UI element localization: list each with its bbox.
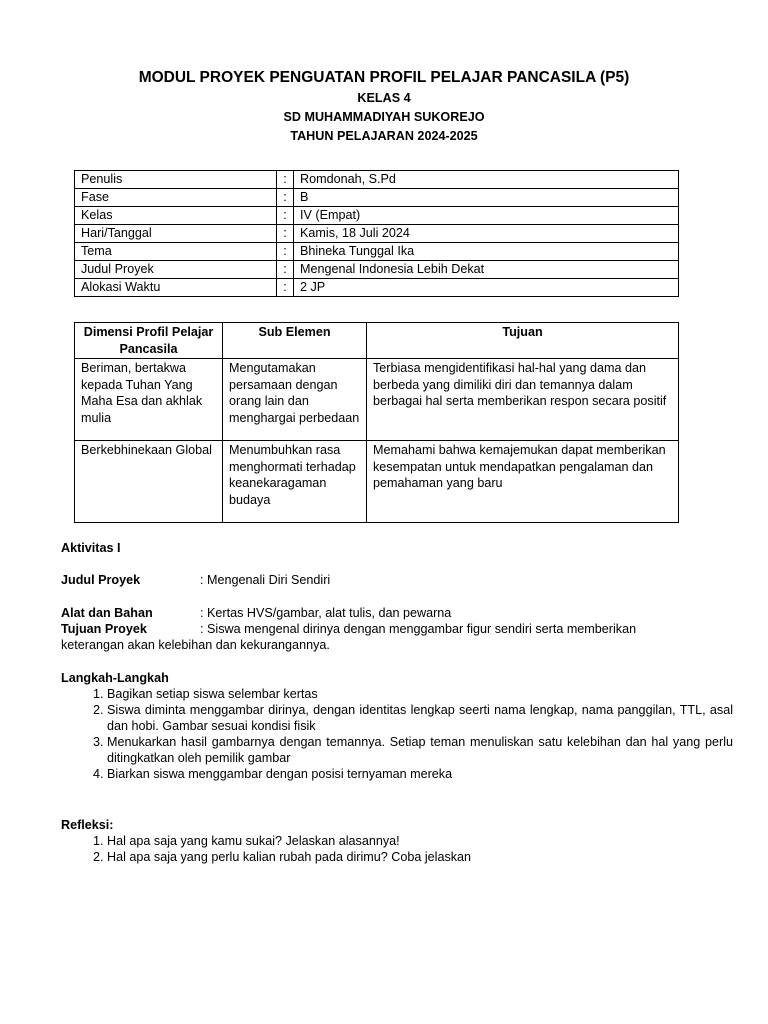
steps-heading: Langkah-Langkah	[61, 671, 169, 685]
sub-element-cell: Menumbuhkan rasa menghormati terhadap keanekaragaman budaya	[223, 441, 367, 523]
dimension-header-row	[75, 323, 679, 359]
project-goal-continuation: keterangan akan kelebihan dan kekurangannya.	[61, 638, 330, 652]
dimension-row	[75, 359, 679, 441]
identity-row-kelas	[75, 207, 679, 225]
project-goal-label: Tujuan Proyek	[61, 622, 147, 636]
identity-value: IV (Empat)	[294, 207, 679, 225]
identity-label: Alokasi Waktu	[75, 279, 277, 297]
project-title-label: Judul Proyek	[61, 573, 141, 587]
objective-cell: Memahami bahwa kemajemukan dapat memberikan kesempatan untuk mendapatkan pengalaman dan pemahaman yang baru	[367, 441, 679, 523]
school-name: SD MUHAMMADIYAH SUKOREJO	[283, 110, 485, 124]
dimension-table	[74, 322, 679, 523]
identity-value: B	[294, 189, 679, 207]
reflection-item: 1. Hal apa saja yang kamu sukai? Jelaskan alasannya!	[107, 833, 733, 849]
steps-list-container	[61, 686, 733, 782]
dimension-cell: Berkebhinekaan Global	[75, 441, 223, 523]
identity-colon: :	[277, 225, 294, 243]
identity-value: Bhineka Tunggal Ika	[294, 243, 679, 261]
header-tujuan: Tujuan	[367, 323, 679, 359]
step-item: 3. Menukarkan hasil gambarnya dengan temannya. Setiap teman menuliskan satu kelebihan dan hal yang perlu ditingkatkan oleh pemilik gambar	[107, 734, 733, 766]
header-dimensi: Dimensi Profil Pelajar Pancasila	[75, 323, 223, 359]
identity-colon: :	[277, 279, 294, 297]
materials-label: Alat dan Bahan	[61, 606, 153, 620]
header-sub-elemen: Sub Elemen	[223, 323, 367, 359]
identity-label: Penulis	[75, 171, 277, 189]
identity-row-judul-proyek	[75, 261, 679, 279]
identity-value: Romdonah, S.Pd	[294, 171, 679, 189]
step-item: 1. Bagikan setiap siswa selembar kertas	[107, 686, 733, 702]
step-item: 2. Siswa diminta menggambar dirinya, dengan identitas lengkap seerti nama lengkap, nama panggilan, TTL, asal dan hobi. Gambar sesuai kondisi fisik	[107, 702, 733, 734]
reflection-heading: Refleksi:	[61, 818, 114, 832]
identity-colon: :	[277, 189, 294, 207]
class-line: KELAS 4	[357, 91, 411, 105]
project-title-value: : Mengenali Diri Sendiri	[200, 573, 331, 587]
dimension-cell: Beriman, bertakwa kepada Tuhan Yang Maha Esa dan akhlak mulia	[75, 359, 223, 441]
reflection-item: 2. Hal apa saja yang perlu kalian rubah pada dirimu? Coba jelaskan	[107, 849, 733, 865]
identity-label: Fase	[75, 189, 277, 207]
objective-cell: Terbiasa mengidentifikasi hal-hal yang dama dan berbeda yang dimiliki diri dan temannya dalam berbagai hal serta memberikan respon secara positif	[367, 359, 679, 441]
identity-row-tema	[75, 243, 679, 261]
identity-label: Judul Proyek	[75, 261, 277, 279]
step-item: 4. Biarkan siswa menggambar dengan posisi ternyaman mereka	[107, 766, 733, 782]
project-goal-value: : Siswa mengenal dirinya dengan menggambar figur sendiri serta memberikan	[200, 622, 637, 636]
project-goal-row	[61, 621, 733, 637]
identity-label: Tema	[75, 243, 277, 261]
materials-value: : Kertas HVS/gambar, alat tulis, dan pewarna	[200, 606, 452, 620]
identity-row-hari-tanggal	[75, 225, 679, 243]
identity-colon: :	[277, 261, 294, 279]
identity-colon: :	[277, 171, 294, 189]
identity-colon: :	[277, 243, 294, 261]
identity-label: Hari/Tanggal	[75, 225, 277, 243]
materials-row	[61, 605, 733, 621]
identity-colon: :	[277, 207, 294, 225]
dimension-row	[75, 441, 679, 523]
school-year: TAHUN PELAJARAN 2024-2025	[290, 129, 478, 143]
reflection-list	[61, 833, 733, 865]
document-header	[0, 68, 768, 146]
identity-row-alokasi-waktu	[75, 279, 679, 297]
document-title: MODUL PROYEK PENGUATAN PROFIL PELAJAR PANCASILA (P5)	[138, 69, 630, 86]
sub-element-cell: Mengutamakan persamaan dengan orang lain dan menghargai perbedaan	[223, 359, 367, 441]
activity-heading: Aktivitas I	[61, 541, 121, 555]
identity-label: Kelas	[75, 207, 277, 225]
identity-table	[74, 170, 679, 297]
identity-value: 2 JP	[294, 279, 679, 297]
steps-list	[61, 686, 733, 782]
identity-value: Mengenal Indonesia Lebih Dekat	[294, 261, 679, 279]
identity-row-fase	[75, 189, 679, 207]
identity-row-penulis	[75, 171, 679, 189]
reflection-list-container	[61, 833, 733, 865]
identity-value: Kamis, 18 Juli 2024	[294, 225, 679, 243]
activity-project-title-row	[61, 572, 733, 588]
